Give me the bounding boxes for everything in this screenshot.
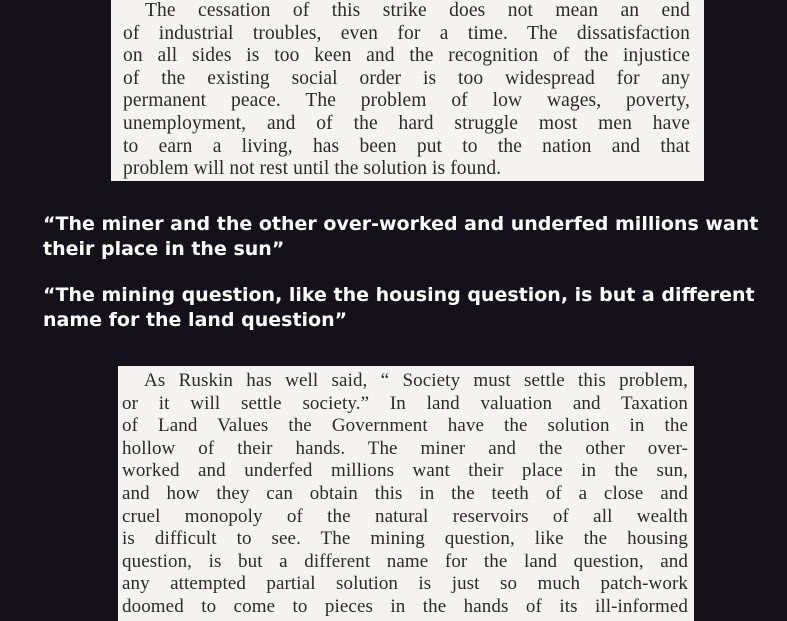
newspaper-clipping-bottom bbox=[118, 366, 694, 621]
clipping-line: of the existing social order is too widespread for any bbox=[123, 67, 690, 89]
clipping-line: and how they can obtain this in the teeth of a close and bbox=[122, 482, 688, 504]
clipping-line: cruel monopoly of the natural reservoirs of all wealth bbox=[122, 505, 688, 527]
clipping-line: The cessation of this strike does not mean an end bbox=[145, 0, 690, 21]
clipping-line: permanent peace. The problem of low wages, poverty, bbox=[123, 90, 690, 112]
clipping-line: to earn a living, has been put to the nation and that bbox=[123, 135, 690, 157]
pull-quote-mining-question: “The mining question, like the housing question, is but a different name for the land question” bbox=[43, 284, 755, 331]
clipping-line: on all sides is too keen and the recognition of the injustice bbox=[123, 45, 690, 67]
newspaper-clipping-top bbox=[111, 0, 704, 181]
clipping-line: problem will not rest until the solution is found. bbox=[123, 158, 502, 180]
clipping-line: unemployment, and of the hard struggle most men have bbox=[123, 112, 690, 134]
clipping-line: doomed to come to pieces in the hands of its ill-informed bbox=[122, 595, 688, 617]
clipping-line: or it will settle society.” In land valuation and Taxation bbox=[122, 392, 688, 414]
pull-quotes bbox=[43, 212, 773, 354]
clipping-line: worked and underfed millions want their place in the sun, bbox=[122, 460, 688, 482]
clipping-line: of industrial troubles, even for a time. The dissatisfaction bbox=[123, 22, 690, 44]
pull-quote-miner: “The miner and the other over-worked and underfed millions want their place in the sun” bbox=[43, 213, 759, 260]
clipping-line: hollow of their hands. The miner and the other over- bbox=[122, 437, 688, 459]
clipping-line: As Ruskin has well said, “ Society must settle this problem, bbox=[144, 370, 688, 391]
clipping-line: any attempted partial solution is just so much patch-work bbox=[122, 573, 688, 595]
clipping-line: is difficult to see. The mining question, like the housing bbox=[122, 528, 688, 550]
clipping-line: of Land Values the Government have the solution in the bbox=[122, 415, 688, 437]
clipping-line: question, is but a different name for the land question, and bbox=[122, 550, 688, 572]
